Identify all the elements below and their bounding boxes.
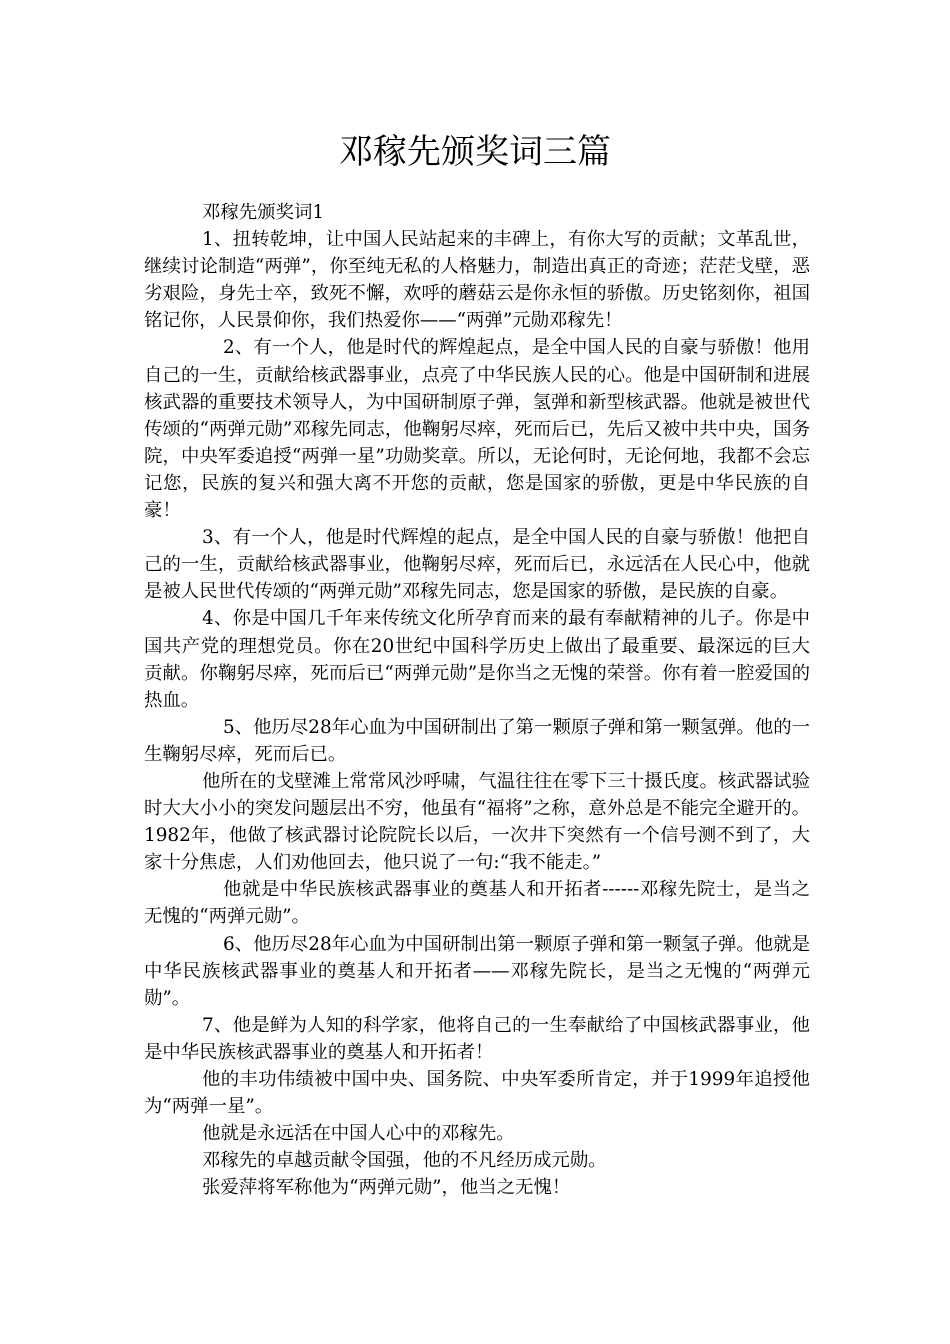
paragraph-1: 1、扭转乾坤，让中国人民站起来的丰碑上，有你大写的贡献；文革乱世，继续讨论制造“两弹”，你至纯无私的人格魅力，制造出真正的奇迹；茫茫戈壁，恶劣艰险，身先士卒，致死不懈，欢呼的蘑菇云是你永恒的骄傲。历史铭刻你，祖国铭记你，人民景仰你，我们热爱你——“两弹”元勋邓稼先！ bbox=[144, 229, 810, 332]
document-body bbox=[144, 199, 810, 1201]
paragraph-8: 6、他历尽28年心血为中国研制出第一颗原子弹和第一颗氢子弹。他就是中华民族核武器事业的奠基人和开拓者——邓稼先院长，是当之无愧的“两弹元勋”。 bbox=[144, 933, 810, 1009]
paragraph-12: 邓稼先的卓越贡献令国强，他的不凡经历成元勋。 bbox=[202, 1150, 607, 1172]
paragraph-7: 他就是中华民族核武器事业的奠基人和开拓者------邓稼先院士，是当之无愧的“两弹元勋”。 bbox=[144, 879, 810, 928]
paragraph-3: 3、有一个人，他是时代辉煌的起点，是全中国人民的自豪与骄傲！他把自己的一生，贡献给核武器事业，他鞠躬尽瘁，死而后已，永远活在人民心中，他就是被人民世代传颂的“两弹元勋”邓稼先同志，您是国家的骄傲，是民族的自豪。 bbox=[144, 527, 810, 603]
paragraph-9: 7、他是鲜为人知的科学家，他将自己的一生奉献给了中国核武器事业，他是中华民族核武器事业的奠基人和开拓者！ bbox=[144, 1014, 810, 1063]
paragraph-5: 5、他历尽28年心血为中国研制出了第一颗原子弹和第一颗氢弹。他的一生鞠躬尽瘁，死而后已。 bbox=[144, 716, 810, 765]
paragraph-6: 他所在的戈壁滩上常常风沙呼啸，气温往往在零下三十摄氏度。核武器试验时大大小小的突发问题层出不穷，他虽有“福将”之称，意外总是不能完全避开的。1982年，他做了核武器讨论院院长以后，一次井下突然有一个信号测不到了，大家十分焦虑，人们劝他回去，他只说了一句:“我不能走。” bbox=[144, 770, 810, 874]
paragraph-10: 他的丰功伟绩被中国中央、国务院、中央军委所肯定，并于1999年追授他为“两弹一星”。 bbox=[144, 1069, 810, 1118]
paragraph-2: 2、有一个人，他是时代的辉煌起点，是全中国人民的自豪与骄傲！他用自己的一生，贡献给核武器事业，点亮了中华民族人民的心。他是中国研制和进展核武器的重要技术领导人，为中国研制原子弹，氢弹和新型核武器。他就是被世代传颂的“两弹元勋”邓稼先同志，他鞠躬尽瘁，死而后已，先后又被中共中央，国务院，中央军委追授“两弹一星”功勋奖章。所以，无论何时，无论何地，我都不会忘记您，民族的复兴和强大离不开您的贡献，您是国家的骄傲，更是中华民族的自豪！ bbox=[144, 337, 810, 522]
paragraph-13: 张爱萍将军称他为“两弹元勋”，他当之无愧！ bbox=[202, 1177, 571, 1199]
paragraph-11: 他就是永远活在中国人心中的邓稼先。 bbox=[202, 1123, 515, 1145]
paragraph-4: 4、你是中国几千年来传统文化所孕育而来的最有奉献精神的儿子。你是中国共产党的理想党员。你在20世纪中国科学历史上做出了最重要、最深远的巨大贡献。你鞠躬尽瘁，死而后已“两弹元勋”是你当之无愧的荣誉。你有着一腔爱国的热血。 bbox=[144, 608, 810, 711]
section-heading: 邓稼先颁奖词1 bbox=[202, 202, 325, 223]
document-title: 邓稼先颁奖词三篇 bbox=[339, 132, 611, 172]
